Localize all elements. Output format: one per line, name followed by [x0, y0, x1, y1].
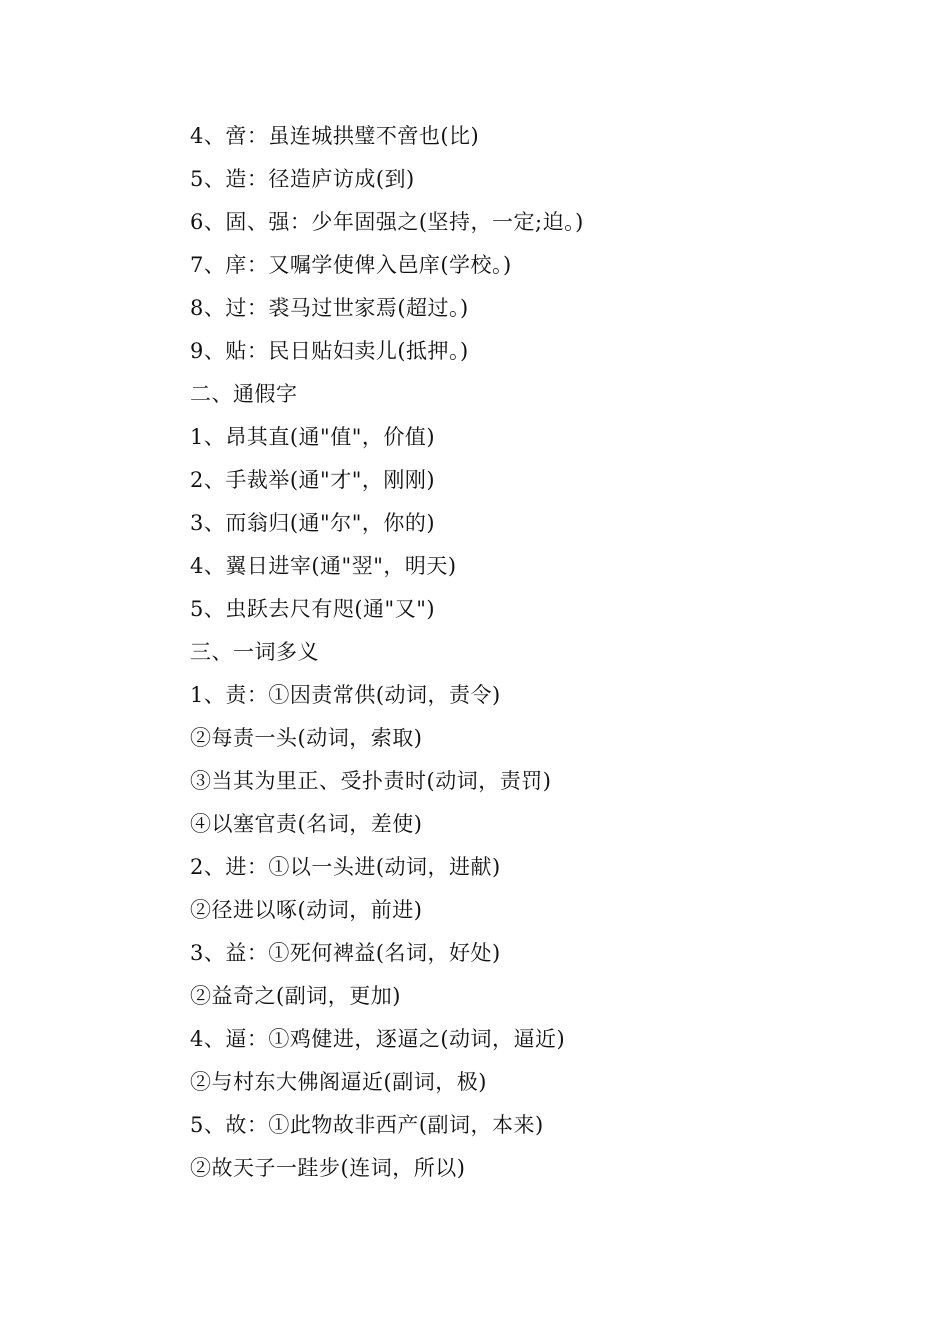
text-line: 5、故：①此物故非西产(副词，本来)	[190, 1113, 544, 1137]
text-line: ②故天子一跬步(连词，所以)	[190, 1156, 466, 1180]
text-line: 9、贴：民日贴妇卖儿(抵押。)	[190, 339, 469, 363]
text-line: ②与村东大佛阁逼近(副词，极)	[190, 1070, 487, 1094]
text-line: 4、啻：虽连城拱璧不啻也(比)	[190, 124, 480, 148]
text-line: 3、而翁归(通"尔"，你的)	[190, 511, 436, 535]
text-line: 1、昂其直(通"值"，价值)	[190, 425, 436, 449]
text-line: ④以塞官责(名词，差使)	[190, 812, 423, 836]
text-line: ②每责一头(动词，索取)	[190, 726, 423, 750]
text-line: 2、进：①以一头进(动词，进献)	[190, 855, 501, 879]
section-heading: 二、通假字	[190, 382, 298, 406]
text-line: ③当其为里正、受扑责时(动词，责罚)	[190, 769, 552, 793]
text-line: 4、逼：①鸡健进，逐逼之(动词，逼近)	[190, 1027, 566, 1051]
text-line: ②径进以啄(动词，前进)	[190, 898, 423, 922]
section-heading: 三、一词多义	[190, 640, 319, 664]
text-line: 1、责：①因责常供(动词，责令)	[190, 683, 501, 707]
text-line: 5、造：径造庐访成(到)	[190, 167, 415, 191]
text-line: 5、虫跃去尺有咫(通"又")	[190, 597, 436, 621]
text-line: 6、固、强：少年固强之(坚持，一定;迫。)	[190, 210, 584, 234]
document-body	[190, 115, 890, 1190]
text-line: 3、益：①死何裨益(名词，好处)	[190, 941, 501, 965]
text-line: 4、翼日进宰(通"翌"，明天)	[190, 554, 457, 578]
text-line: ②益奇之(副词，更加)	[190, 984, 401, 1008]
text-line: 7、庠：又嘱学使俾入邑庠(学校。)	[190, 253, 512, 277]
text-line: 2、手裁举(通"才"，刚刚)	[190, 468, 436, 492]
text-line: 8、过：裘马过世家焉(超过。)	[190, 296, 469, 320]
